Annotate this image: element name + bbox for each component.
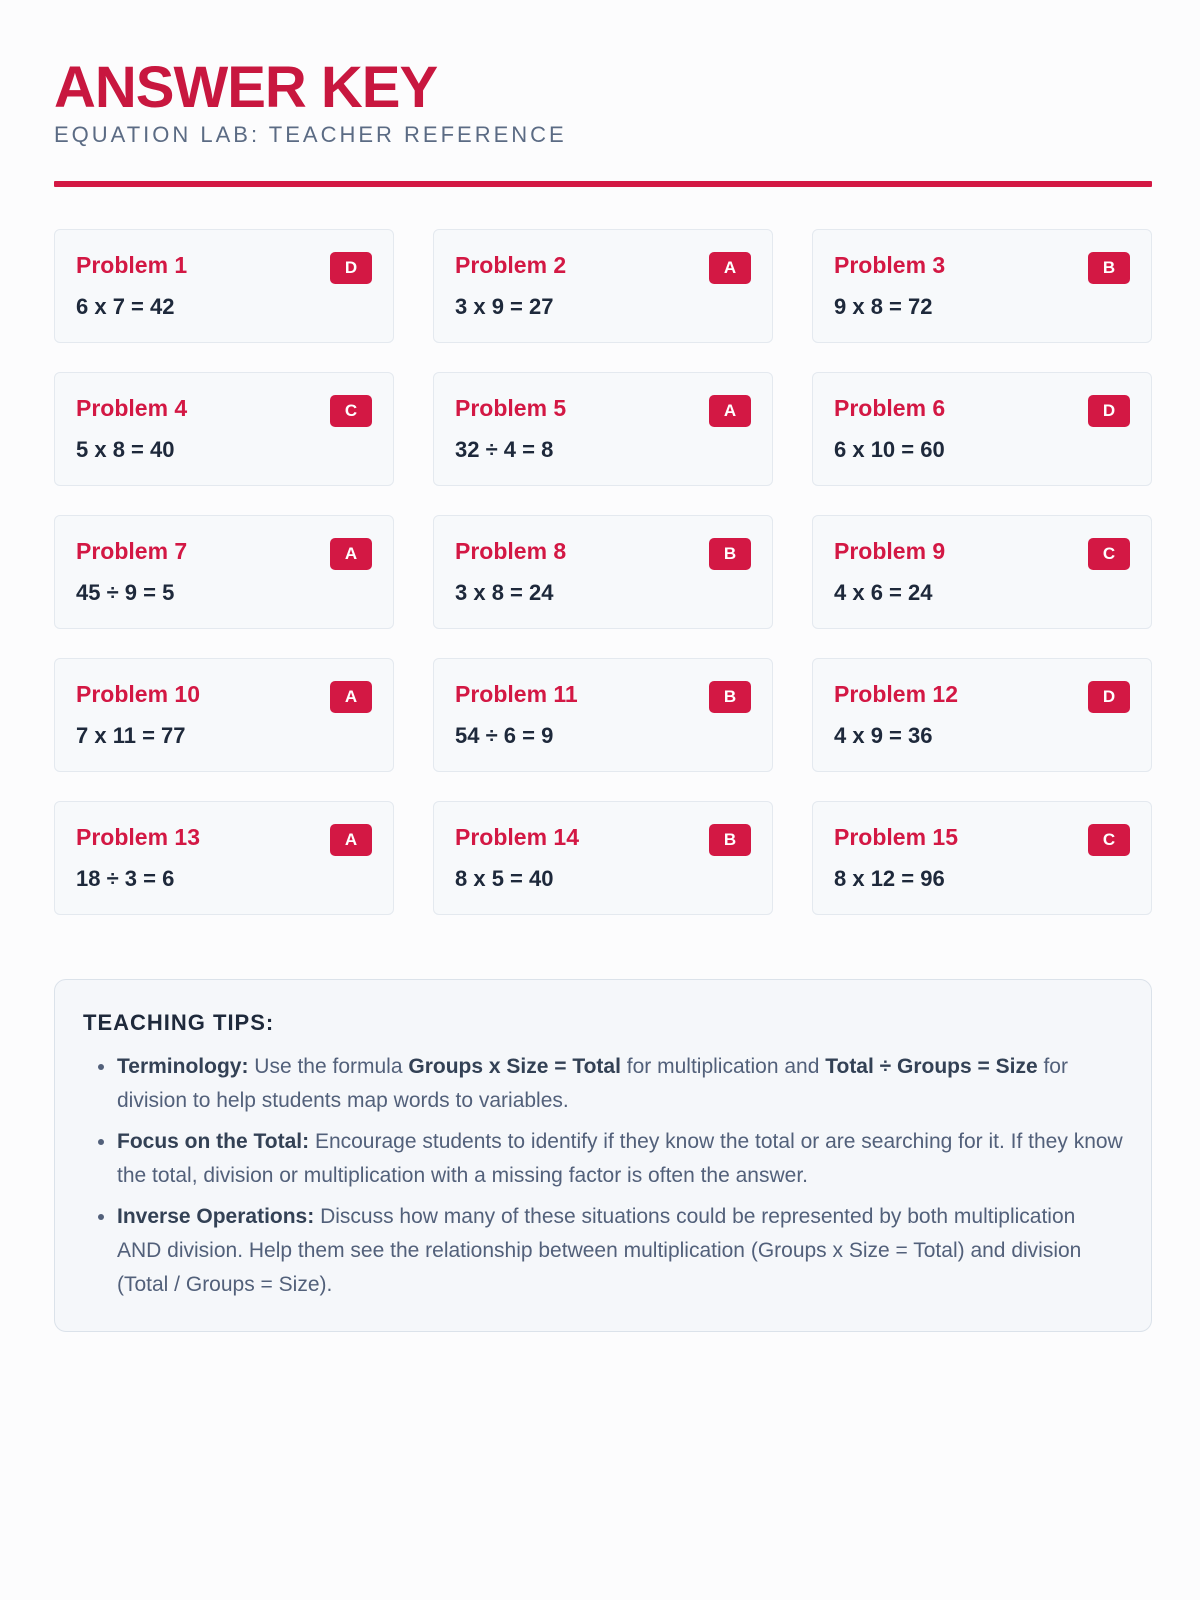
problem-equation: 9 x 8 = 72 [834, 294, 933, 319]
problem-equation: 6 x 7 = 42 [76, 294, 175, 319]
tip-bold-text: Inverse Operations: [117, 1205, 315, 1228]
problem-equation: 3 x 8 = 24 [455, 580, 554, 605]
teaching-tips-heading: TEACHING TIPS: [83, 1010, 275, 1035]
problem-equation: 18 ÷ 3 = 6 [76, 866, 175, 891]
teaching-tip-item [117, 1125, 1123, 1193]
tip-text: for multiplication and [620, 1055, 826, 1078]
problem-card [54, 658, 394, 772]
problem-card [812, 229, 1152, 343]
problem-equation: 6 x 10 = 60 [834, 437, 945, 462]
answer-badge: A [709, 252, 751, 284]
problem-grid [54, 229, 1152, 915]
problem-label: Problem 13 [76, 824, 200, 850]
problem-label: Problem 2 [455, 252, 567, 278]
problem-label: Problem 7 [76, 538, 188, 564]
problem-card [54, 515, 394, 629]
tip-text: Encourage students to identify if they know the total or are searching for it. If they know the total, division or multiplication with a missing factor is often the answer. [117, 1130, 1123, 1187]
tip-bold-text: Focus on the Total: [117, 1130, 310, 1153]
problem-equation: 54 ÷ 6 = 9 [455, 723, 554, 748]
answer-badge: B [1088, 252, 1130, 284]
tip-text: for division to help students map words to variables. [117, 1055, 1068, 1112]
header-divider [54, 181, 1152, 187]
problem-card [812, 515, 1152, 629]
problem-label: Problem 1 [76, 252, 188, 278]
problem-card [433, 801, 773, 915]
answer-badge: D [330, 252, 372, 284]
answer-badge: B [709, 538, 751, 570]
problem-equation: 5 x 8 = 40 [76, 437, 175, 462]
problem-equation: 45 ÷ 9 = 5 [76, 580, 175, 605]
problem-equation: 8 x 5 = 40 [455, 866, 554, 891]
problem-card [433, 515, 773, 629]
tip-bold-text: Total ÷ Groups = Size [825, 1055, 1038, 1078]
problem-label: Problem 5 [455, 395, 567, 421]
problem-label: Problem 14 [455, 824, 579, 850]
problem-equation: 8 x 12 = 96 [834, 866, 945, 891]
problem-equation: 3 x 9 = 27 [455, 294, 554, 319]
answer-badge: A [330, 538, 372, 570]
problem-label: Problem 6 [834, 395, 946, 421]
problem-equation: 4 x 9 = 36 [834, 723, 933, 748]
teaching-tip-item [117, 1200, 1123, 1302]
problem-label: Problem 15 [834, 824, 958, 850]
answer-badge: B [709, 824, 751, 856]
tip-text: Use the formula [248, 1055, 409, 1078]
problem-card [812, 801, 1152, 915]
page-title: ANSWER KEY [54, 55, 438, 120]
tip-bold-text: Terminology: [117, 1055, 249, 1078]
problem-label: Problem 12 [834, 681, 958, 707]
problem-card [812, 658, 1152, 772]
answer-badge: D [1088, 681, 1130, 713]
problem-card [433, 372, 773, 486]
problem-card [812, 372, 1152, 486]
teaching-tips-panel [54, 979, 1152, 1332]
answer-badge: A [709, 395, 751, 427]
problem-label: Problem 3 [834, 252, 946, 278]
answer-badge: C [330, 395, 372, 427]
problem-card [54, 229, 394, 343]
teaching-tips-list [83, 1050, 1123, 1302]
problem-card [54, 801, 394, 915]
problem-card [54, 372, 394, 486]
problem-label: Problem 4 [76, 395, 188, 421]
tip-bold-text: Groups x Size = Total [408, 1055, 621, 1078]
answer-badge: B [709, 681, 751, 713]
answer-badge: C [1088, 824, 1130, 856]
tip-text: Discuss how many of these situations could be represented by both multiplication AND division. Help them see the relationship between multiplication (Groups x Size = Total) and division (Total / Groups = Size). [117, 1205, 1082, 1296]
problem-label: Problem 8 [455, 538, 567, 564]
problem-label: Problem 10 [76, 681, 200, 707]
answer-badge: C [1088, 538, 1130, 570]
answer-badge: D [1088, 395, 1130, 427]
answer-badge: A [330, 681, 372, 713]
teaching-tip-item [117, 1050, 1123, 1118]
answer-badge: A [330, 824, 372, 856]
problem-card [433, 658, 773, 772]
problem-label: Problem 9 [834, 538, 946, 564]
problem-equation: 4 x 6 = 24 [834, 580, 933, 605]
page-header [54, 55, 1152, 148]
page-subtitle: EQUATION LAB: TEACHER REFERENCE [54, 122, 567, 147]
problem-equation: 32 ÷ 4 = 8 [455, 437, 554, 462]
problem-equation: 7 x 11 = 77 [76, 723, 186, 748]
problem-label: Problem 11 [455, 681, 578, 707]
problem-card [433, 229, 773, 343]
